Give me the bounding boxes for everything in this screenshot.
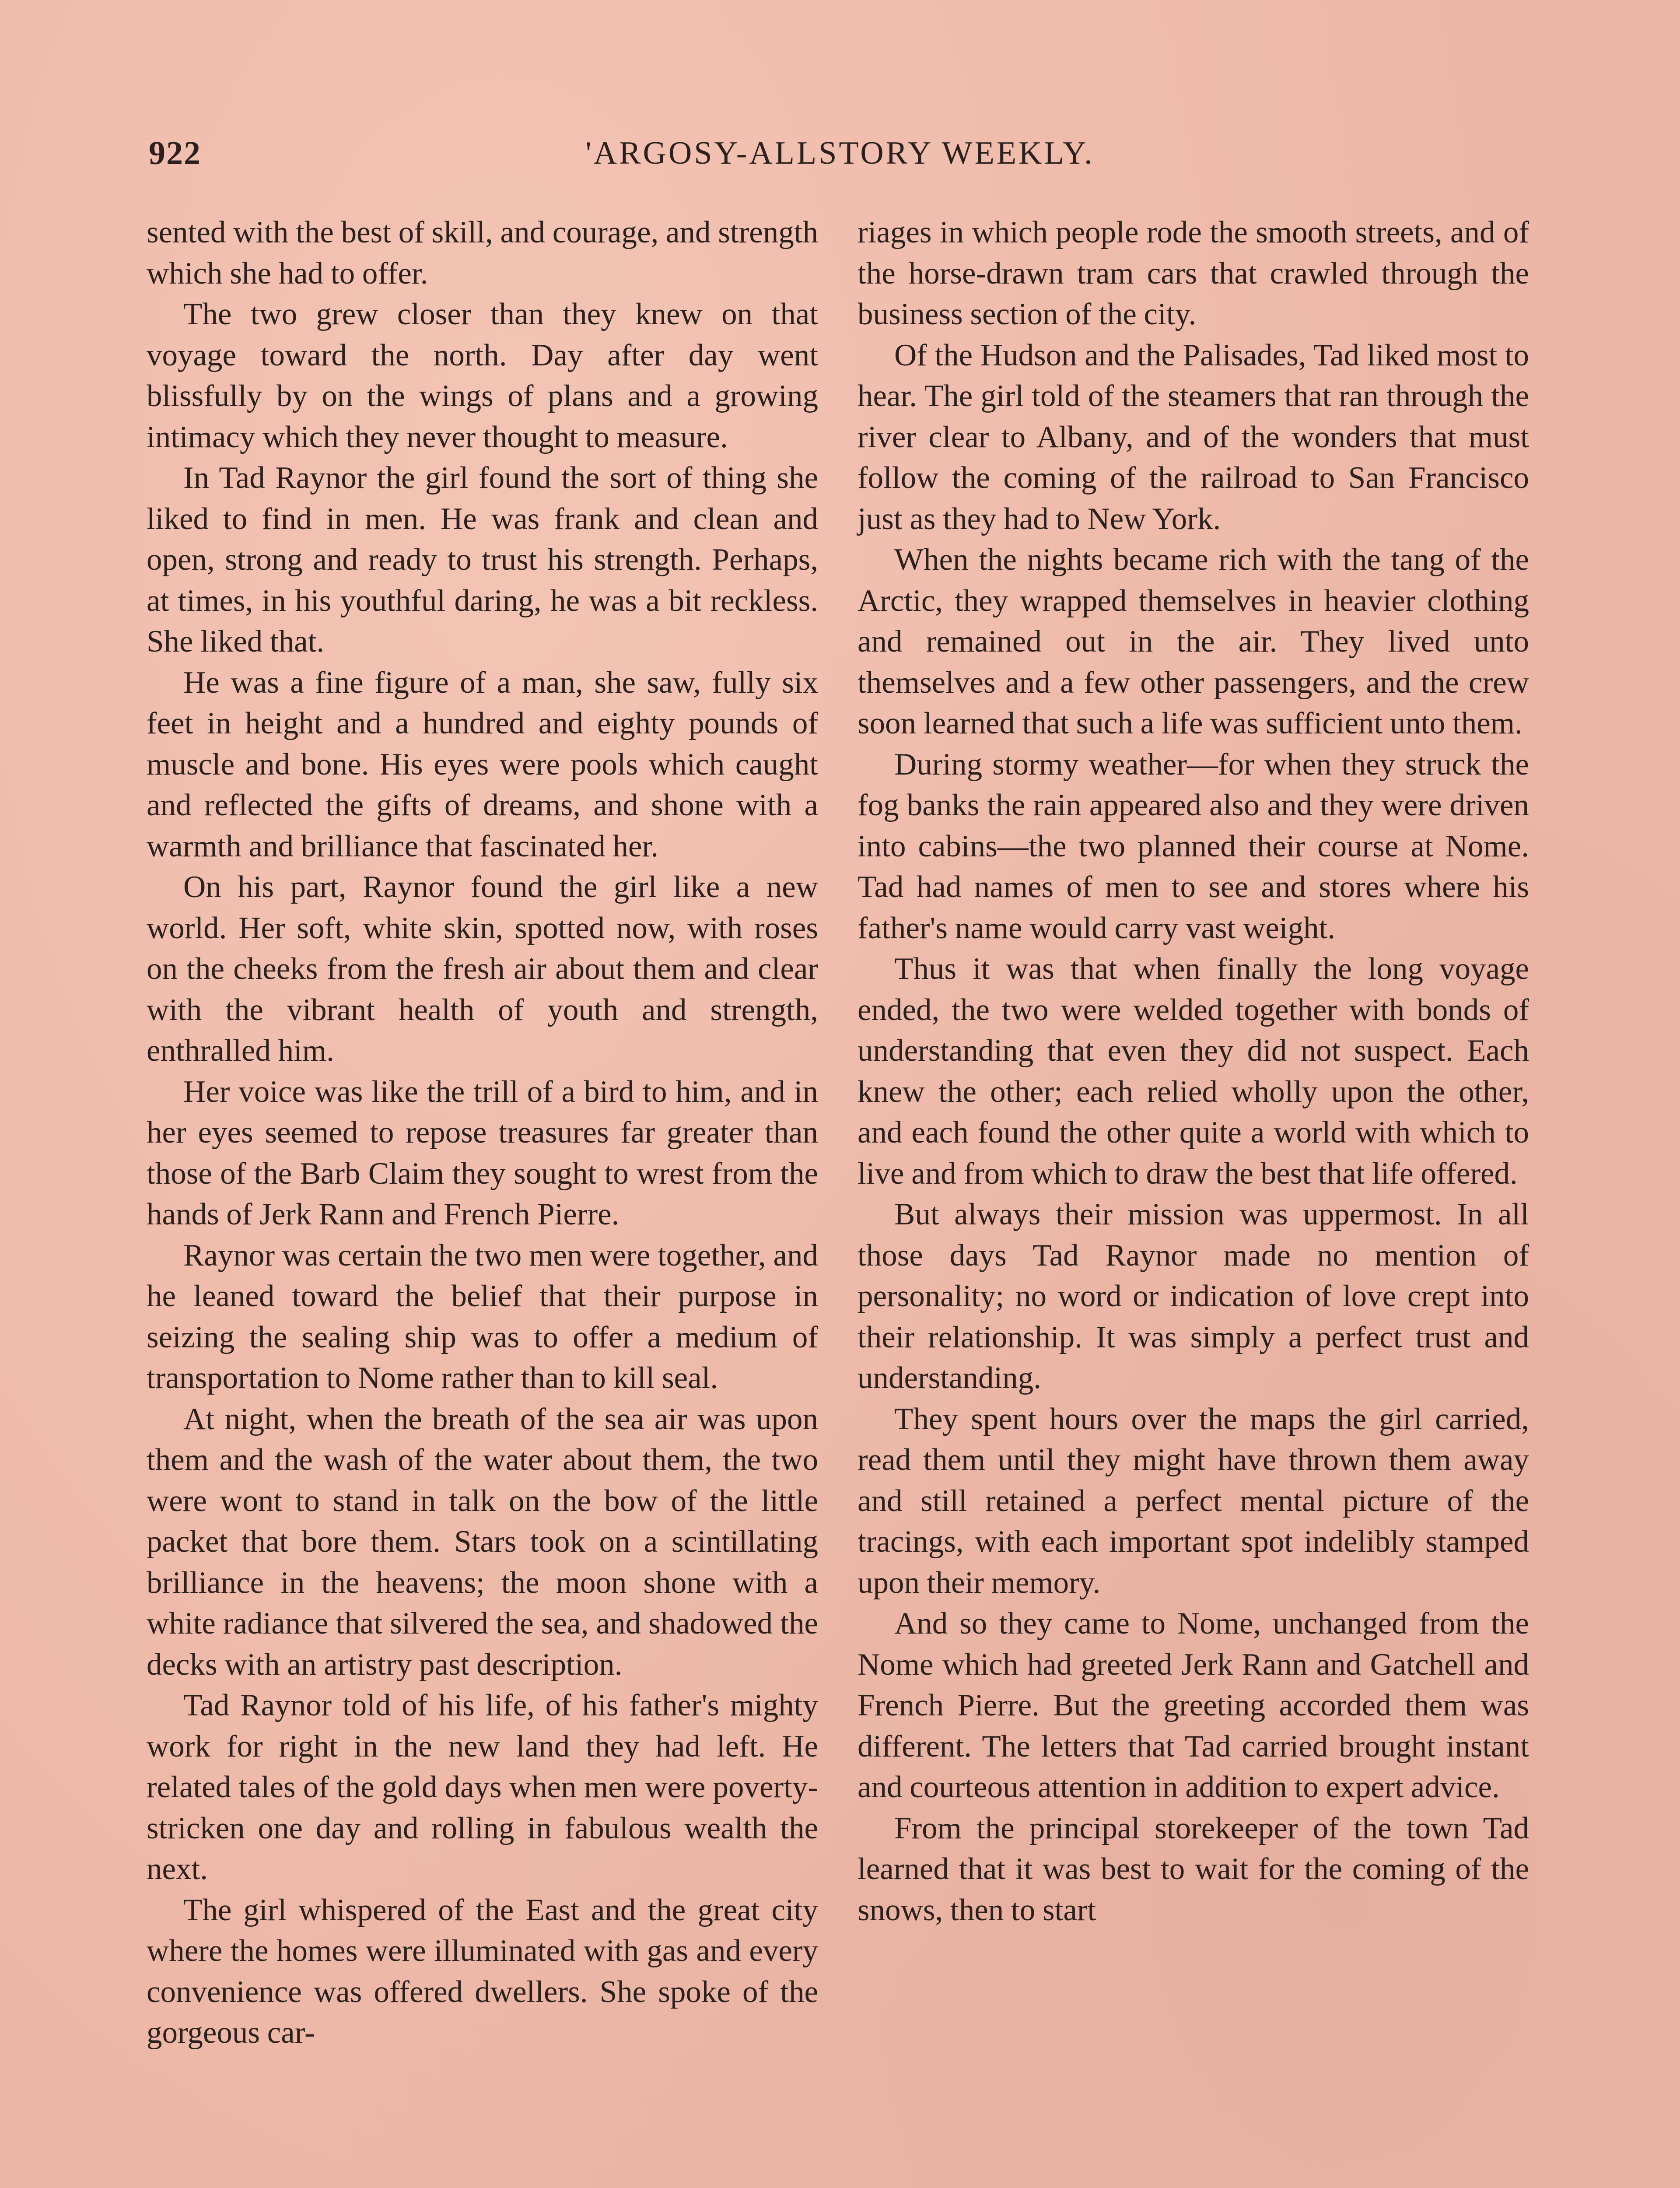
paragraph: They spent hours over the maps the girl carried, read them until they might have thrown them away and still retained a perfect mental picture of the tracings, with each important spot indelibly stamped upon their memory.	[858, 1402, 1529, 1600]
paragraph: Raynor was certain the two men were together, and he leaned toward the belief that their purpose in seizing the sealing ship was to offer a medium of transportation to Nome rather than to kill seal.	[147, 1238, 818, 1395]
paragraph: Thus it was that when finally the long voyage ended, the two were welded together with bonds of understanding that even they did not suspect. Each knew the other; each relied wholly upon the other, and each found the other quite a world with which to live and from which to draw the best that life offered.	[858, 952, 1529, 1191]
paragraph: On his part, Raynor found the girl like a new world. Her soft, white skin, spotted now, with roses on the cheeks from the fresh air about them and clear with the vibrant health of youth and strength, enthralled him.	[147, 870, 818, 1068]
paragraph: From the principal storekeeper of the town Tad learned that it was best to wait for the coming of the snows, then to start	[858, 1811, 1529, 1927]
page-number: 922	[149, 135, 201, 172]
right-column	[858, 212, 1529, 1931]
page-header	[149, 129, 1531, 177]
paragraph: During stormy weather—for when they struck the fog banks the rain appeared also and they were driven into cabins—the two planned their course at Nome. Tad had names of men to see and stores where his father's name would carry vast weight.	[858, 747, 1529, 945]
paragraph: Her voice was like the trill of a bird to him, and in her eyes seemed to repose treasures far greater than those of the Barb Claim they sought to wrest from the hands of Jerk Rann and French Pierre.	[147, 1074, 818, 1231]
paragraph: At night, when the breath of the sea air was upon them and the wash of the water about them, the two were wont to stand in talk on the bow of the little packet that bore them. Stars took on a scintillating brilliance in the heavens; the moon shone with a white radiance that silvered the sea, and shadowed the decks with an artistry past description.	[147, 1402, 818, 1682]
paragraph: But always their mission was uppermost. In all those days Tad Raynor made no mention of personality; no word or indication of love crept into their relationship. It was simply a perfect trust and understanding.	[858, 1197, 1529, 1395]
paragraph: Tad Raynor told of his life, of his father's mighty work for right in the new land they had left. He related tales of the gold days when men were poverty-stricken one day and rolling in fabulous wealth the next.	[147, 1688, 818, 1886]
paragraph: And so they came to Nome, unchanged from the Nome which had greeted Jerk Rann and Gatchell and French Pierre. But the greeting accorded them was different. The letters that Tad carried brought instant and courteous attention in addition to expert advice.	[858, 1606, 1529, 1804]
paragraph: When the nights became rich with the tang of the Arctic, they wrapped themselves in heavier clothing and remained out in the air. They lived unto themselves and a few other passengers, and the crew soon learned that such a life was sufficient unto them.	[858, 543, 1529, 740]
left-column	[147, 212, 818, 2054]
paragraph: Of the Hudson and the Palisades, Tad liked most to hear. The girl told of the steamers that ran through the river clear to Albany, and of the wonders that must follow the coming of the railroad to San Francisco just as they had to New York.	[858, 338, 1529, 536]
running-title: 'ARGOSY-ALLSTORY WEEKLY.	[585, 135, 1095, 171]
paragraph: The two grew closer than they knew on that voyage toward the north. Day after day went blissfully by on the wings of plans and a growing intimacy which they never thought to measure.	[147, 297, 818, 454]
paragraph: The girl whispered of the East and the great city where the homes were illuminated with gas and every convenience was offered dwellers. She spoke of the gorgeous car-	[147, 1893, 818, 2050]
paragraph: sented with the best of skill, and courage, and strength which she had to offer.	[147, 215, 818, 291]
paragraph: In Tad Raynor the girl found the sort of thing she liked to find in men. He was frank and clean and open, strong and ready to trust his strength. Perhaps, at times, in his youthful daring, he was a bit reckless. She liked that.	[147, 461, 818, 659]
paragraph: He was a fine figure of a man, she saw, fully six feet in height and a hundred and eighty pounds of muscle and bone. His eyes were pools which caught and reflected the gifts of dreams, and shone with a warmth and brilliance that fascinated her.	[147, 665, 818, 863]
paragraph: riages in which people rode the smooth streets, and of the horse-drawn tram cars that crawled through the business section of the city.	[858, 215, 1529, 331]
